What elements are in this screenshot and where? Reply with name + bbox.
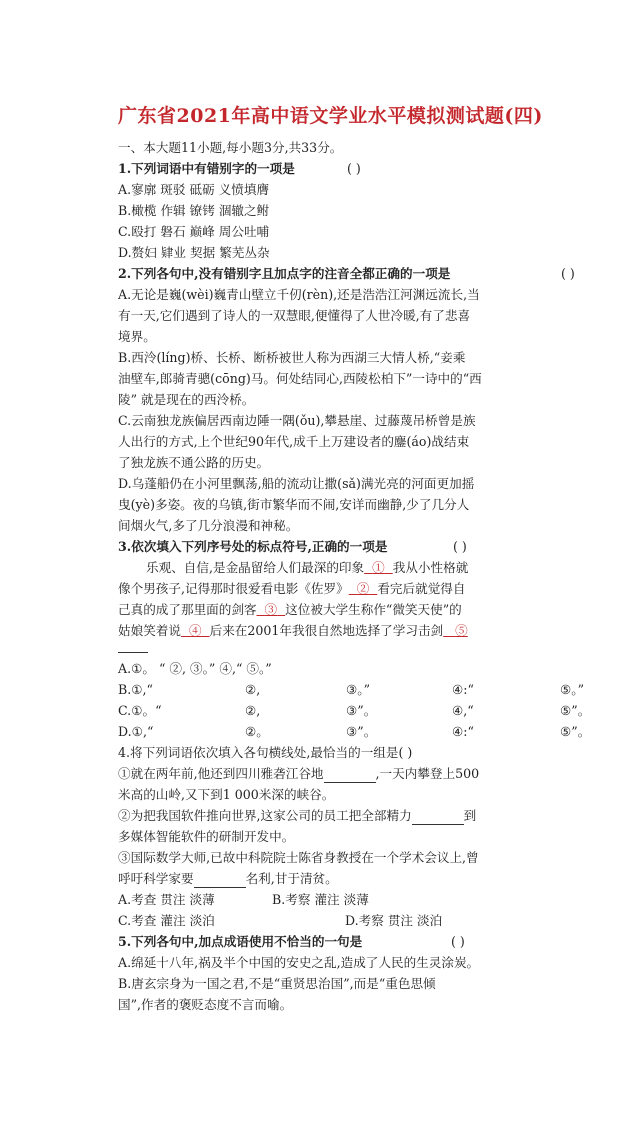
q3-passage-line4 [118, 623, 468, 639]
q3-option-d-part: D.①,“ [118, 724, 154, 739]
q2-option-d-line1: D.乌蓬船仍在小河里飘荡,船的流动让撒(sǎ)满光亮的河面更加摇 [118, 476, 475, 491]
fill-blank [324, 766, 376, 783]
q4-sentence2-line2: 多媒体智能软件的研制开发中。 [118, 829, 295, 844]
q2-option-a-line3: 境界。 [118, 329, 156, 344]
q4-option-b: B.考察 灌注 淡薄 [272, 892, 369, 907]
q4-option-a: A.考查 贯注 淡薄 [118, 892, 215, 907]
fill-blank [194, 871, 246, 888]
q1-answer-paren: ( ) [347, 161, 361, 176]
q4-sentence1-line1 [118, 766, 479, 783]
q3-passage-line1 [146, 560, 468, 576]
q5-stem: 5.下列各句中,加点成语使用不恰当的一句是 [118, 934, 363, 949]
q3-option-d-part: ④:“ [452, 724, 474, 739]
fill-blank [412, 808, 464, 825]
q5-option-a: A.绵延十八年,祸及半个中国的安史之乱,造成了人民的生灵涂炭。 [118, 955, 480, 970]
q3-passage-text: 姑娘笑着说 [118, 623, 181, 638]
q3-passage-text: 己真的成了那里面的剑客 [118, 602, 257, 617]
q3-option-d-part: ③”。 [346, 724, 377, 739]
q4-sentence3-line1: ③国际数学大师,已故中科院院士陈省身教授在一个学术会议上,曾 [118, 850, 479, 865]
q3-option-b-part: ④:“ [452, 682, 474, 697]
q4-sentence-text: 名利,甘于清贫。 [245, 871, 338, 886]
q1-option-c: C.殴打 磐石 巅峰 周公吐哺 [118, 224, 270, 239]
q1-stem: 1.下列词语中有错别字的一项是 [118, 161, 295, 176]
q4-sentence-text: ,一天内攀登上500 [375, 766, 480, 781]
q2-option-c-line1: C.云南独龙族偏居西南边陲一隅(ǒu),攀悬崖、过藤蔑吊桥曾是族 [118, 413, 476, 428]
q3-option-b-part: ⑤。” [560, 682, 585, 697]
q2-option-a-line2: 有一天,它们遇到了诗人的一双慧眼,便懂得了人世冷暖,有了悲喜 [118, 308, 471, 323]
q4-sentence-text: 到 [463, 808, 477, 823]
q2-option-b-line2: 油壁车,郎骑青骢(cōng)马。何处结同心,西陵松柏下”一诗中的“西 [118, 371, 482, 386]
blank-marker-1: ① [372, 560, 385, 575]
q4-sentence2-line1 [118, 808, 476, 825]
q2-option-a-line1: A.无论是巍(wèi)巍青山壁立千仞(rèn),还是浩浩江河渊远流长,当 [118, 287, 480, 302]
q5-option-b-line2: 国”,作者的褒贬态度不言而喻。 [118, 997, 293, 1012]
q3-option-b-part: B.①,“ [118, 682, 153, 697]
q3-passage-text: 乐观、自信,是金晶留给人们最深的印象 [146, 560, 365, 575]
q5-answer-paren: ( ) [451, 934, 465, 949]
blank-marker-4: ④ [188, 623, 202, 638]
q3-option-d-part: ⑤”。 [560, 724, 591, 739]
q3-option-b-part: ③。” [346, 682, 371, 697]
q2-option-d-line2: 曳(yè)多姿。夜的乌镇,街市繁华而不闹,安详而幽静,少了几分人 [118, 497, 470, 512]
q2-option-c-line2: 人出行的方式,上个世纪90年代,成千上万建设者的鏖(áo)战结束 [118, 434, 470, 449]
q4-sentence-text: 呼吁科学家要 [118, 871, 194, 886]
q3-passage-text: 我从小性格就 [392, 560, 469, 575]
q3-option-d-part: ②。 [245, 724, 269, 739]
q3-option-c-part: C.①。“ [118, 703, 162, 718]
q3-option-c-part: ③”。 [346, 703, 377, 718]
q4-sentence-text: ①就在两年前,他还到四川雅砻江谷地 [118, 766, 324, 781]
q3-option-c-part: ⑤”。 [560, 703, 591, 718]
q2-option-c-line3: 了独龙族不通公路的历史。 [118, 455, 270, 470]
q4-option-c: C.考查 灌注 淡泊 [118, 913, 215, 928]
section-header: 一、本大题11小题,每小题3分,共33分。 [118, 140, 343, 155]
q3-passage-line2 [118, 581, 465, 597]
q3-option-c-part: ④,“ [452, 703, 474, 718]
q4-sentence3-line2 [118, 871, 338, 888]
q2-option-b-line3: 陵” 就是现在的西泠桥。 [118, 392, 255, 407]
q2-answer-paren: ( ) [561, 266, 575, 281]
q3-stem: 3.依次填入下列序号处的标点符号,正确的一项是 [118, 539, 388, 554]
q3-passage-text: 后来在2001年我很自然地选择了学习击剑 [209, 623, 444, 638]
q4-sentence1-line2: 米高的山岭,又下到1 000米深的峡谷。 [118, 787, 335, 802]
q3-passage-text: 这位被大学生称作“微笑天使”的 [285, 602, 462, 617]
q1-option-b: B.橄榄 作辑 镣铐 涸辙之鲋 [118, 203, 270, 218]
q3-option-c-part: ②, [245, 703, 261, 718]
q3-trailing-blank [118, 652, 148, 653]
blank-marker-5: ⑤ [455, 623, 468, 638]
q2-option-b-line1: B.西泠(líng)桥、长桥、断桥被世人称为西湖三大情人桥,“妾乘 [118, 350, 466, 365]
q4-sentence-text: ②为把我国软件推向世界,这家公司的员工把全部精力 [118, 808, 412, 823]
blank-marker-3: ③ [264, 602, 278, 617]
q3-passage-text: 像个男孩子,记得那时很爱看电影《佐罗》 [118, 581, 349, 596]
q1-option-d: D.赘妇 肄业 契据 繁芜丛杂 [118, 245, 270, 260]
q3-option-b-part: ②, [245, 682, 261, 697]
q4-stem: 4.将下列词语依次填入各句横线处,最恰当的一组是( ) [118, 745, 413, 760]
q2-option-d-line3: 间烟火气,多了几分浪漫和神秘。 [118, 518, 299, 533]
blank-marker-2: ② [356, 581, 370, 596]
q2-stem: 2.下列各句中,没有错别字且加点字的注音全都正确的一项是 [118, 266, 451, 281]
q3-answer-paren: ( ) [453, 539, 467, 554]
q4-option-d: D.考察 贯注 淡泊 [345, 913, 443, 928]
q1-option-a: A.寥廓 斑驳 砥砺 义愤填膺 [118, 182, 270, 197]
q5-option-b-line1: B.唐玄宗身为一国之君,不是“重贤思治国”,而是“重色思倾 [118, 976, 436, 991]
page-title: 广东省2021年高中语文学业水平模拟测试题(四) [118, 105, 543, 127]
q3-passage-line3 [118, 602, 462, 618]
q3-passage-text: 看完后就觉得自 [377, 581, 466, 596]
q3-option-a: A.①。 “ ②, ③。” ④,“ ⑤。” [118, 661, 272, 676]
